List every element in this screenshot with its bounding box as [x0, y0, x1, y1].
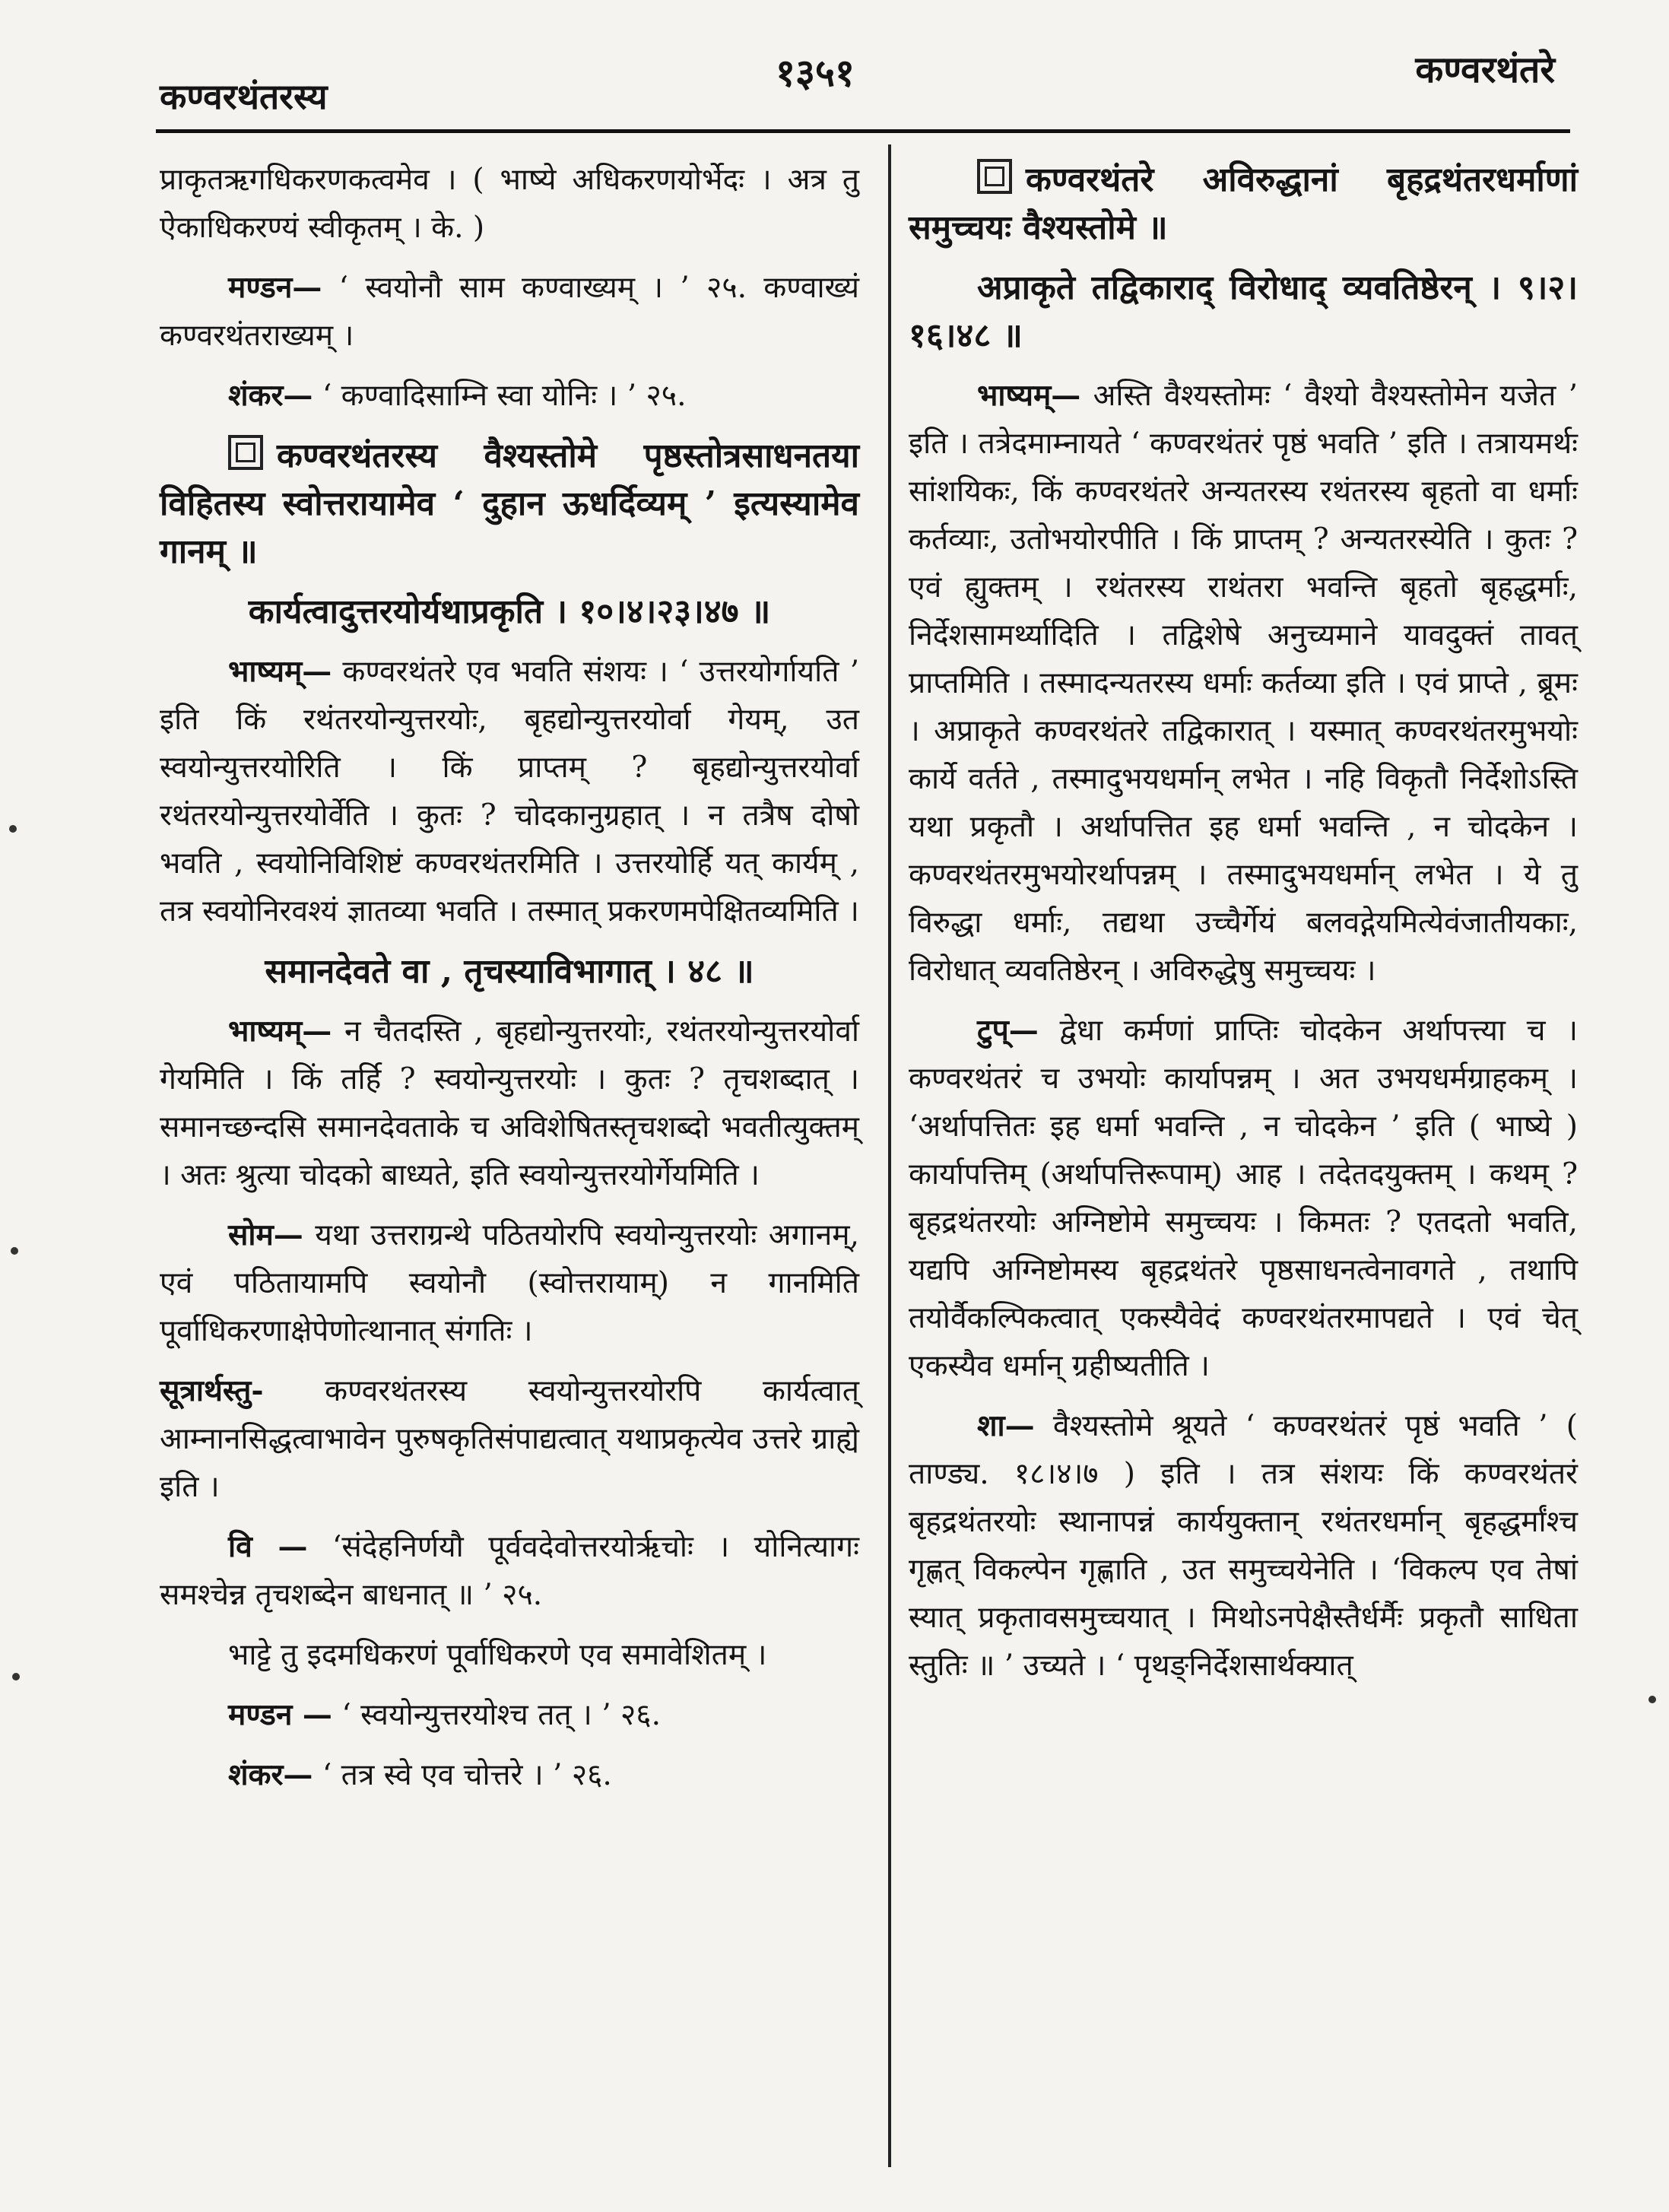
section-heading: कण्वरथंतरे अविरुद्धानां बृहद्रथंतरधर्माणां समुच्चयः वैश्यस्तोमे ॥ — [909, 160, 1578, 247]
paragraph: भाट्टे तु इदमधिकरणं पूर्वाधिकरणे एव समावेशितम् । — [228, 1638, 767, 1672]
paragraph: प्राकृतऋगधिकरणकत्वमेव । ( भाष्ये अधिकरणयोर्भेदः । अत्र तु ऐकाधिकरण्यं स्वीकृतम् । के. ) — [160, 163, 859, 245]
paragraph: मण्डन — ‘ स्वयोन्युत्तरयोश्च तत् । ’ २६. — [228, 1697, 661, 1732]
paragraph: भाष्यम्— कण्वरथंतरे एव भवति संशयः । ‘ उत्तरयोर्गायति ’ इति किं रथंतरयोन्युत्तरयोः, बृहद्योन्युत्तरयोर्वा गेयम्, उत स्वयोन्युत्तरयोरिति । किं प्राप्तम् ? बृहद्योन्युत्तरयोर्वा रथंतरयोन्युत्तरयोर्वेति । कुतः ? चोदकानुग्रहात् । न तत्रैष दोषो भवति , स्वयोनिविशिष्टं कण्वरथंतरमिति । उत्तरयोर्हि यत् कार्यम् , तत्र स्वयोनिरवश्यं ज्ञातव्या भवति । तस्मात् प्रकरणमपेक्षितव्यमिति । — [160, 654, 859, 928]
page-header — [0, 0, 1669, 144]
section-mark-icon — [228, 435, 263, 470]
sutra: समानदेवते वा , तृचस्याविभागात् । ४८ ॥ — [265, 952, 754, 991]
header-rule — [156, 129, 1570, 133]
section-mark-icon — [977, 159, 1012, 194]
paragraph: शा— वैश्यस्तोमे श्रूयते ‘ कण्वरथंतरं पृष्ठं भवति ’ ( ताण्ड्य. १८।४।७ ) इति । तत्र संशयः किं कण्वरथंतरं बृहद्रथंतरयोः स्थानापन्नं कार्ययुक्तान् रथंतरधर्मान् बृहद्धर्मांश्च गृह्णत् विकल्पेन गृह्णाति , उत समुच्चयेनेति । ‘विकल्प एव तेषां स्यात् प्रकृतावसमुच्चयात् । मिथोऽनपेक्षैस्तैर्धर्मैः प्रकृतौ साधिता स्तुतिः ॥ ’ उच्यते । ‘ पृथङ्निर्देशसार्थक्यात् — [909, 1408, 1578, 1683]
paragraph: शंकर— ‘ कण्वादिसाम्नि स्वा योनिः । ’ २५. — [228, 378, 687, 413]
page-number: १३५१ — [776, 50, 855, 95]
paragraph: भाष्यम्— अस्ति वैश्यस्तोमः ‘ वैश्यो वैश्यस्तोमेन यजेत ’ इति । तत्रेदमाम्नायते ‘ कण्वरथंतरं पृष्ठं भवति ’ इति । तत्रायमर्थः सांशयिकः, किं कण्वरथंतरे अन्यतरस्य रथंतरस्य बृहतो वा धर्माः कर्तव्याः, उतोभयोरपीति । किं प्राप्तम् ? अन्यतरस्येति । कुतः ? एवं ह्युक्तम् । रथंतरस्य राथंतरा भवन्ति बृहतो बृहद्धर्माः, निर्देशसामर्थ्यादिति । तद्विशेषे अनुच्यमाने यावदुक्तं तावत् प्राप्तमिति । तस्मादन्यतरस्य धर्माः कर्तव्या इति । एवं प्राप्ते , ब्रूमः । अप्राकृते कण्वरथंतरे तद्विकारात् । यस्मात् कण्वरथंतरमुभयोः कार्ये वर्तते , तस्मादुभयधर्मान् लभेत । नहि विकृतौ निर्देशोऽस्ति यथा प्रकृतौ । अर्थापत्तित इह धर्मा भवन्ति , न चोदकेन । कण्वरथंतरमुभयोरर्थापन्नम् । तस्मादुभयधर्मान् लभेत । ये तु विरुद्धा धर्माः, तद्यथा उच्चैर्गेयं बलवद्गेयमित्येवंजातीयकाः, विरोधात् व्यवतिष्ठेरन् । अविरुद्धेषु समुच्चयः । — [909, 378, 1578, 988]
right-column — [909, 156, 1578, 1702]
sutra: कार्यत्वादुत्तरयोर्यथाप्रकृति । १०।४।२३।४७ ॥ — [248, 592, 771, 631]
paragraph: वि — ‘संदेहनिर्णयौ पूर्ववदेवोत्तरयोर्ऋचोः । योनित्यागः समश्चेन्न तृचशब्देन बाधनात् ॥ ’ २५. — [160, 1529, 859, 1612]
margin-mark — [12, 1673, 20, 1680]
column-divider — [888, 144, 891, 2167]
paragraph: मण्डन— ‘ स्वयोनौ साम कण्वाख्यम् । ’ २५. कण्वाख्यं कण्वरथंतराख्यम् । — [160, 270, 859, 353]
paragraph: शंकर— ‘ तत्र स्वे एव चोत्तरे । ’ २६. — [228, 1757, 612, 1792]
sutra: अप्राकृते तद्विकाराद् विरोधाद् व्यवतिष्ठेरन् । ९।२।१६।४८ ॥ — [909, 268, 1578, 355]
section-heading: कण्वरथंतरस्य वैश्यस्तोमे पृष्ठस्तोत्रसाधनतया विहितस्य स्वोत्तरायामेव ‘ दुहान ऊधर्दिव्यम् ’ इत्यस्यामेव गानम् ॥ — [160, 436, 859, 571]
paragraph: सूत्रार्थस्तु- कण्वरथंतरस्य स्वयोन्युत्तरयोरपि कार्यत्वात् आम्नानसिद्धत्वाभावेन पुरुषकृतिसंपाद्यत्वात् यथाप्रकृत्येव उत्तरे ग्राह्ये इति । — [160, 1373, 859, 1504]
margin-mark — [1648, 1696, 1656, 1703]
paragraph: भाष्यम्— न चैतदस्ति , बृहद्योन्युत्तरयोः, रथंतरयोन्युत्तरयोर्वा गेयमिति । किं तर्हि ? स्वयोन्युत्तरयोः । कुतः ? तृचशब्दात् । समानच्छन्दसि समानदेवताके च अविशेषितस्तृचशब्दो भवतीत्युक्तम् । अतः श्रुत्या चोदको बाध्यते, इति स्वयोन्युत्तरयोर्गेयमिति । — [160, 1014, 859, 1192]
left-column — [160, 156, 859, 1811]
margin-mark — [11, 1247, 18, 1255]
running-head-left: कण्वरथंतरस्य — [160, 76, 328, 117]
running-head-right: कण्वरथंतरे — [1415, 49, 1555, 91]
margin-mark — [9, 825, 17, 833]
paragraph: टुप्— द्वेधा कर्मणां प्राप्तिः चोदकेन अर्थापत्त्या च । कण्वरथंतरं च उभयोः कार्यापन्नम् । अत उभयधर्मग्राहकम् । ‘अर्थापत्तितः इह धर्मा भवन्ति , न चोदकेन ’ इति ( भाष्ये ) कार्यापत्तिम् (अर्थापत्तिरूपाम्) आह । तदेतदयुक्तम् । कथम् ? बृहद्रथंतरयोः अग्निष्टोमे समुच्चयः । किमतः ? एतदतो भवति, यद्यपि अग्निष्टोमस्य बृहद्रथंतरे पृष्ठसाधनत्वेनावगते , तथापि तयोर्वैकल्पिकत्वात् एकस्यैवेदं कण्वरथंतरमापद्यते । एवं चेत् एकस्यैव धर्मान् ग्रहीष्यतीति । — [909, 1013, 1578, 1383]
paragraph: सोम— यथा उत्तराग्रन्थे पठितयोरपि स्वयोन्युत्तरयोः अगानम्, एवं पठितायामपि स्वयोनौ (स्वोत्तरायाम्) न गानमिति पूर्वाधिकरणाक्षेपेणोत्थानात् संगतिः । — [160, 1217, 859, 1348]
